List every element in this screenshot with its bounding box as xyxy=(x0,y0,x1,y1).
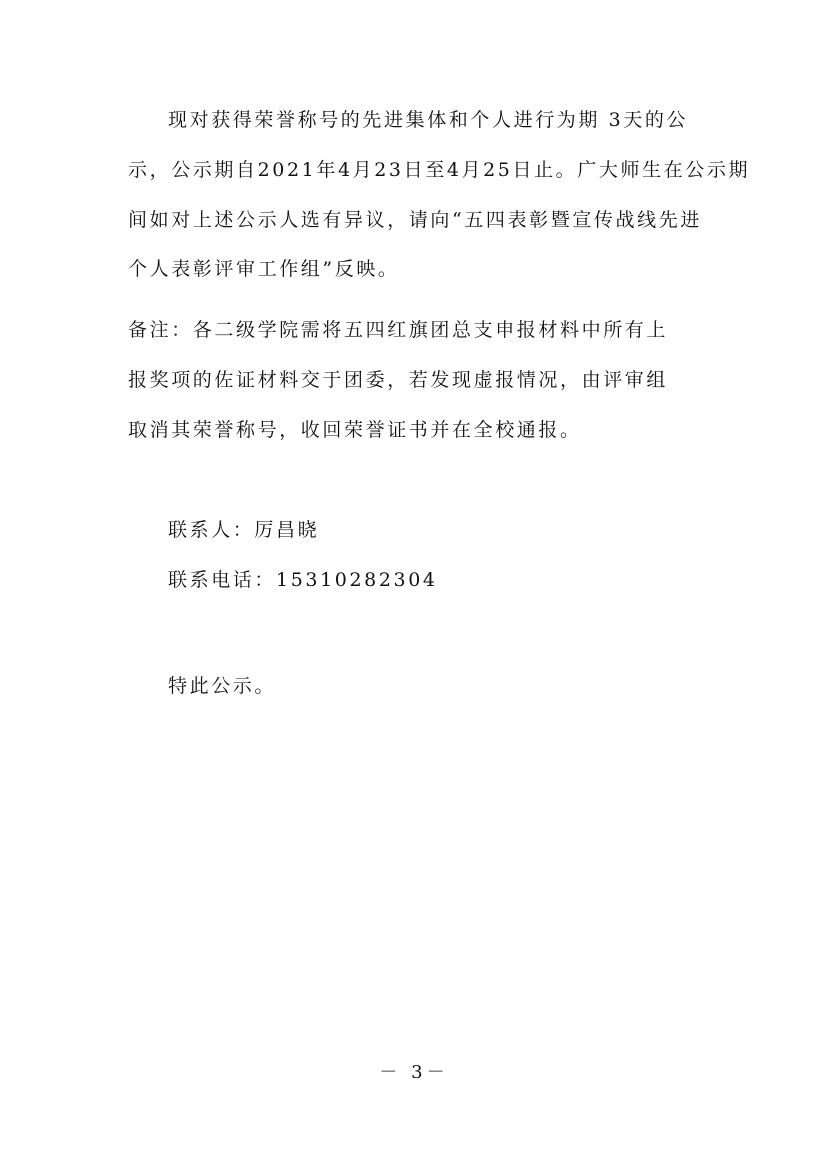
paragraph-1-line-1: 现对获得荣誉称号的先进集体和个人进行为期 3天的公 xyxy=(168,109,689,131)
paragraph-1-line-2: 示，公示期自2021年4月23日至4月25日止。广大师生在公示期 xyxy=(128,159,751,181)
note-line-3: 取消其荣誉称号，收回荣誉证书并在全校通报。 xyxy=(128,419,582,441)
paragraph-1-line-3: 间如对上述公示人选有异议，请向“五四表彰暨宣传战线先进 xyxy=(128,209,702,231)
contact-person: 联系人：厉昌晓 xyxy=(168,519,320,541)
contact-phone: 联系电话：15310282304 xyxy=(168,569,438,591)
note-line-1: 备注：各二级学院需将五四红旗团总支申报材料中所有上 xyxy=(128,319,669,341)
page-number: － 3－ xyxy=(379,1062,449,1083)
note-line-2: 报奖项的佐证材料交于团委，若发现虚报情况，由评审组 xyxy=(128,369,669,391)
closing-text: 特此公示。 xyxy=(168,675,277,697)
paragraph-1-line-4: 个人表彰评审工作组”反映。 xyxy=(128,258,400,280)
